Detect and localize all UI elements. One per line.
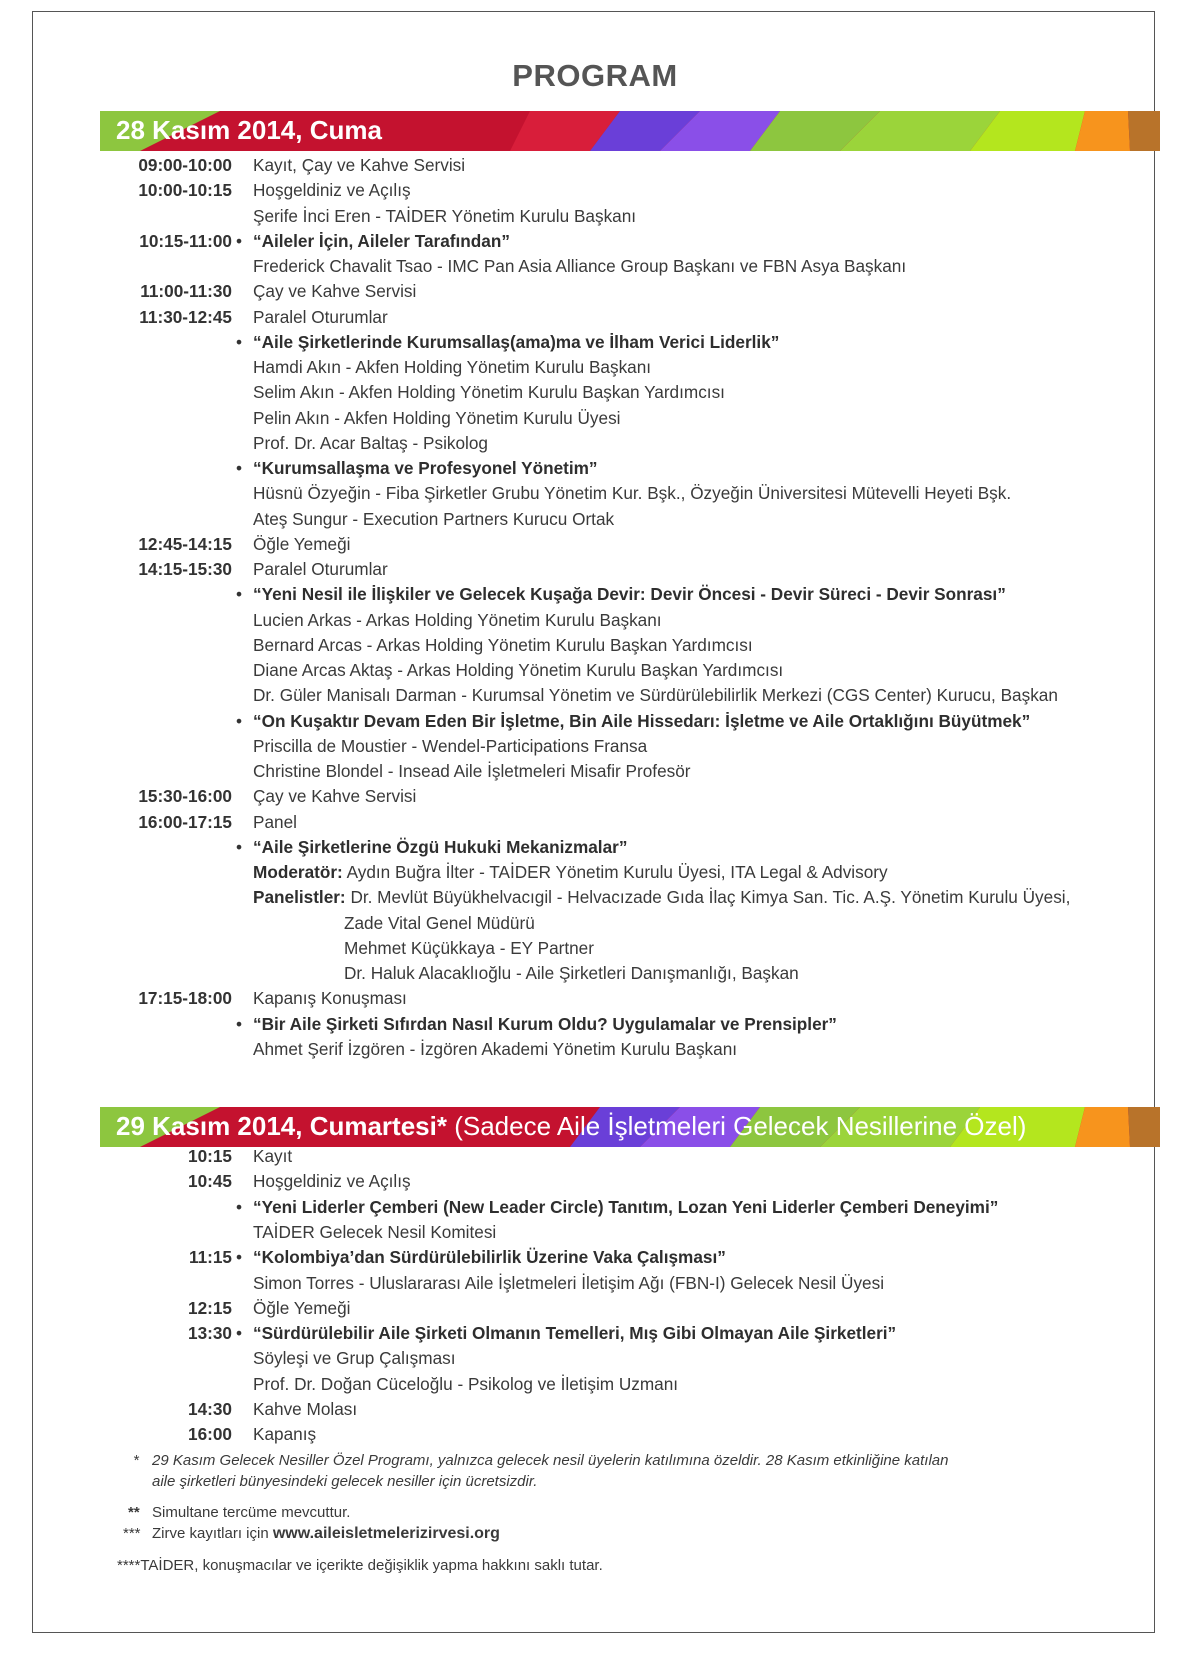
schedule-row xyxy=(0,556,1190,582)
bullet-icon: • xyxy=(236,230,243,251)
session-detail: Kapanış Konuşması xyxy=(253,988,407,1009)
schedule-row xyxy=(0,607,1190,633)
session-detail: Paralel Oturumlar xyxy=(253,306,388,327)
session-detail xyxy=(253,859,888,885)
session-time: 14:15-15:30 xyxy=(138,559,232,579)
session-detail: Kahve Molası xyxy=(253,1399,358,1419)
session-detail: Kayıt, Çay ve Kahve Servisi xyxy=(253,155,466,175)
schedule-row xyxy=(0,1345,1190,1371)
session-detail: Frederick Chavalit Tsao - IMC Pan Asia Alliance Group Başkanı ve FBN Asya Başkanı xyxy=(253,256,907,276)
day2-header-band xyxy=(100,1107,1160,1147)
role-people: Aydın Buğra İlter - TAİDER Yönetim Kurulu Üyesi, ITA Legal & Advisory xyxy=(342,862,888,882)
schedule-row xyxy=(0,910,1190,936)
schedule-row xyxy=(0,632,1190,658)
schedule-row xyxy=(0,1168,1190,1194)
session-detail: Dr. Haluk Alacaklıoğlu - Aile Şirketleri Danışmanlığı, Başkan xyxy=(344,963,799,983)
session-detail: Mehmet Küçükkaya - EY Partner xyxy=(344,937,594,958)
session-time: 10:45 xyxy=(188,1171,232,1192)
session-detail: Hoşgeldiniz ve Açılış xyxy=(253,180,411,201)
session-detail: TAİDER Gelecek Nesil Komitesi xyxy=(253,1221,497,1242)
session-detail: Çay ve Kahve Servisi xyxy=(253,281,417,302)
session-detail: Söyleşi ve Grup Çalışması xyxy=(253,1348,456,1369)
schedule-row xyxy=(0,228,1190,254)
session-time: 17:15-18:00 xyxy=(138,988,232,1009)
schedule-row xyxy=(0,379,1190,405)
schedule-row xyxy=(0,430,1190,456)
schedule-row xyxy=(0,455,1190,481)
session-detail: Hüsnü Özyeğin - Fiba Şirketler Grubu Yönetim Kur. Bşk., Özyeğin Üniversitesi Mütevelli Heyeti Bşk. xyxy=(253,483,1012,504)
bullet-icon: • xyxy=(236,1013,243,1034)
day1-header-band xyxy=(100,111,1160,151)
note1-line2: aile şirketleri bünyesindeki gelecek nesiller için ücretsizdir. xyxy=(152,1473,538,1490)
session-time: 14:30 xyxy=(188,1399,232,1419)
session-detail: Bernard Arcas - Arkas Holding Yönetim Kurulu Başkan Yardımcısı xyxy=(253,634,753,655)
note4-text: ****TAİDER, konuşmacılar ve içerikte değişiklik yapma hakkını saklı tutar. xyxy=(117,1557,603,1574)
schedule-row xyxy=(0,1143,1190,1169)
registration-link[interactable]: www.aileisletmelerizirvesi.org xyxy=(272,1525,500,1542)
schedule-row xyxy=(0,783,1190,809)
session-detail: Ateş Sungur - Execution Partners Kurucu Ortak xyxy=(253,508,615,529)
schedule-row xyxy=(0,834,1190,860)
schedule-row xyxy=(0,758,1190,784)
note1-line1: 29 Kasım Gelecek Nesiller Özel Programı, yalnızca gelecek nesil üyelerin katılımına özeldir. 28 Kasım etkinliğine katılan xyxy=(152,1452,949,1469)
schedule-row xyxy=(0,1320,1190,1346)
role-people: Dr. Mevlüt Büyükhelvacıgil - Helvacızade Gıda İlaç Kimya San. Tic. A.Ş. Yönetim Kurulu Üyesi, xyxy=(345,887,1071,908)
note2-mark: ** xyxy=(128,1504,140,1521)
session-detail: Kapanış xyxy=(253,1424,317,1445)
note3-text: Zirve kayıtları için www.aileisletmelerizirvesi.org xyxy=(152,1525,500,1542)
session-time: 12:15 xyxy=(188,1297,232,1318)
schedule-row xyxy=(0,278,1190,304)
schedule-row xyxy=(0,1371,1190,1397)
session-detail: Panel xyxy=(253,811,297,832)
session-detail: Priscilla de Moustier - Wendel-Participations Fransa xyxy=(253,735,648,756)
session-detail xyxy=(253,884,1070,910)
schedule-row xyxy=(0,708,1190,734)
schedule-row xyxy=(0,329,1190,355)
schedule-row xyxy=(0,1396,1190,1422)
session-title: “On Kuşaktır Devam Eden Bir İşletme, Bin Aile Hissedarı: İşletme ve Aile Ortaklığını Büyütmek” xyxy=(253,710,1031,731)
schedule-row xyxy=(0,177,1190,203)
schedule-row xyxy=(0,1036,1190,1062)
session-detail: Öğle Yemeği xyxy=(253,1297,351,1318)
schedule-row xyxy=(0,1219,1190,1245)
session-detail: Ahmet Şerif İzgören - İzgören Akademi Yönetim Kurulu Başkanı xyxy=(253,1038,738,1059)
session-detail: Christine Blondel - Insead Aile İşletmeleri Misafir Profesör xyxy=(253,761,691,781)
session-title: “Sürdürülebilir Aile Şirketi Olmanın Temelleri, Mış Gibi Olmayan Aile Şirketleri” xyxy=(253,1323,897,1344)
session-title: “Yeni Liderler Çemberi (New Leader Circle) Tanıtım, Lozan Yeni Liderler Çemberi Deneyimi” xyxy=(253,1196,999,1217)
schedule-row xyxy=(0,480,1190,506)
schedule-row xyxy=(0,682,1190,708)
schedule-row xyxy=(0,354,1190,380)
schedule-row xyxy=(0,531,1190,557)
schedule-row xyxy=(0,1270,1190,1296)
session-title: “Kolombiya’dan Sürdürülebilirlik Üzerine Vaka Çalışması” xyxy=(253,1247,726,1268)
session-time: 10:15-11:00 xyxy=(139,230,232,251)
session-detail: Paralel Oturumlar xyxy=(253,559,388,579)
bullet-icon: • xyxy=(236,458,243,478)
note2-text: Simultane tercüme mevcuttur. xyxy=(152,1504,351,1521)
session-time: 15:30-16:00 xyxy=(138,786,232,807)
schedule-row xyxy=(0,985,1190,1011)
session-time: 09:00-10:00 xyxy=(138,155,232,175)
schedule-row xyxy=(0,859,1190,885)
bullet-icon: • xyxy=(236,1323,243,1344)
session-time: 11:15 xyxy=(188,1247,232,1268)
session-time: 10:00-10:15 xyxy=(138,180,232,201)
schedule-row xyxy=(0,1295,1190,1321)
session-detail: Hoşgeldiniz ve Açılış xyxy=(253,1171,411,1192)
schedule-row xyxy=(0,960,1190,986)
session-detail: Simon Torres - Uluslararası Aile İşletmeleri İletişim Ağı (FBN-I) Gelecek Nesil Üyesi xyxy=(253,1272,885,1293)
schedule-row xyxy=(0,581,1190,607)
session-detail: Öğle Yemeği xyxy=(253,533,351,554)
session-title: “Bir Aile Şirketi Sıfırdan Nasıl Kurum Oldu? Uygulamalar ve Prensipler” xyxy=(253,1013,837,1034)
session-title: “Kurumsallaşma ve Profesyonel Yönetim” xyxy=(253,458,598,478)
schedule-row xyxy=(0,884,1190,910)
session-time: 11:00-11:30 xyxy=(140,281,232,302)
schedule-row xyxy=(0,809,1190,835)
bullet-icon: • xyxy=(236,836,243,857)
schedule-row xyxy=(0,1421,1190,1447)
session-detail: Hamdi Akın - Akfen Holding Yönetim Kurulu Başkanı xyxy=(253,357,652,377)
role-label: Moderatör: xyxy=(253,862,343,882)
schedule-row xyxy=(0,203,1190,229)
role-label: Panelistler: xyxy=(253,887,346,908)
session-title: “Aile Şirketlerine Özgü Hukuki Mekanizmalar” xyxy=(253,836,628,857)
bullet-icon: • xyxy=(236,1196,243,1217)
session-time: 12:45-14:15 xyxy=(138,533,232,554)
schedule-row xyxy=(0,152,1190,178)
note3-mark: *** xyxy=(123,1525,141,1542)
day1-date-label: 28 Kasım 2014, Cuma xyxy=(116,115,382,145)
session-detail: Pelin Akın - Akfen Holding Yönetim Kurulu Üyesi xyxy=(253,407,621,428)
schedule-row xyxy=(0,1011,1190,1037)
session-time: 11:30-12:45 xyxy=(139,306,232,327)
schedule-row xyxy=(0,733,1190,759)
session-detail: Selim Akın - Akfen Holding Yönetim Kurulu Başkan Yardımcısı xyxy=(253,382,725,403)
session-time: 16:00 xyxy=(188,1424,232,1445)
schedule-row xyxy=(0,935,1190,961)
session-detail: Prof. Dr. Acar Baltaş - Psikolog xyxy=(253,432,488,453)
day2-subtitle: (Sadece Aile İşletmeleri Gelecek Nesillerine Özel) xyxy=(446,1111,1027,1141)
bullet-icon: • xyxy=(236,331,243,352)
schedule-row xyxy=(0,1244,1190,1270)
session-detail: Lucien Arkas - Arkas Holding Yönetim Kurulu Başkanı xyxy=(253,609,662,630)
day2-date-label xyxy=(116,1111,1026,1142)
schedule-row xyxy=(0,1194,1190,1220)
session-detail: Dr. Güler Manisalı Darman - Kurumsal Yönetim ve Sürdürülebilirlik Merkezi (CGS Center) Kurucu, Başkan xyxy=(253,685,1058,706)
schedule-row xyxy=(0,657,1190,683)
bullet-icon: • xyxy=(236,710,243,731)
session-detail: Prof. Dr. Doğan Cüceloğlu - Psikolog ve İletişim Uzmanı xyxy=(253,1373,679,1394)
session-title: “Aile Şirketlerinde Kurumsallaş(ama)ma ve İlham Verici Liderlik” xyxy=(253,331,780,352)
session-time: 10:15 xyxy=(188,1146,232,1166)
schedule-row xyxy=(0,304,1190,330)
page-title: PROGRAM xyxy=(512,58,678,93)
schedule-row xyxy=(0,253,1190,279)
schedule-row xyxy=(0,405,1190,431)
bullet-icon: • xyxy=(236,1247,243,1268)
session-title: “Aileler İçin, Aileler Tarafından” xyxy=(253,230,510,251)
day2-date: 29 Kasım 2014, Cumartesi* xyxy=(116,1111,447,1141)
session-detail: Diane Arcas Aktaş - Arkas Holding Yönetim Kurulu Başkan Yardımcısı xyxy=(253,660,784,680)
session-detail: Zade Vital Genel Müdürü xyxy=(344,912,535,933)
schedule-row xyxy=(0,506,1190,532)
session-title: “Yeni Nesil ile İlişkiler ve Gelecek Kuşağa Devir: Devir Öncesi - Devir Süreci - Devir Sonrası” xyxy=(253,584,1006,605)
session-detail: Kayıt xyxy=(253,1146,293,1166)
note1-mark: * xyxy=(133,1452,139,1469)
bullet-icon: • xyxy=(236,584,243,605)
session-time: 13:30 xyxy=(188,1323,232,1344)
session-detail: Şerife İnci Eren - TAİDER Yönetim Kurulu Başkanı xyxy=(253,205,637,226)
session-detail: Çay ve Kahve Servisi xyxy=(253,786,417,807)
session-time: 16:00-17:15 xyxy=(138,811,232,832)
